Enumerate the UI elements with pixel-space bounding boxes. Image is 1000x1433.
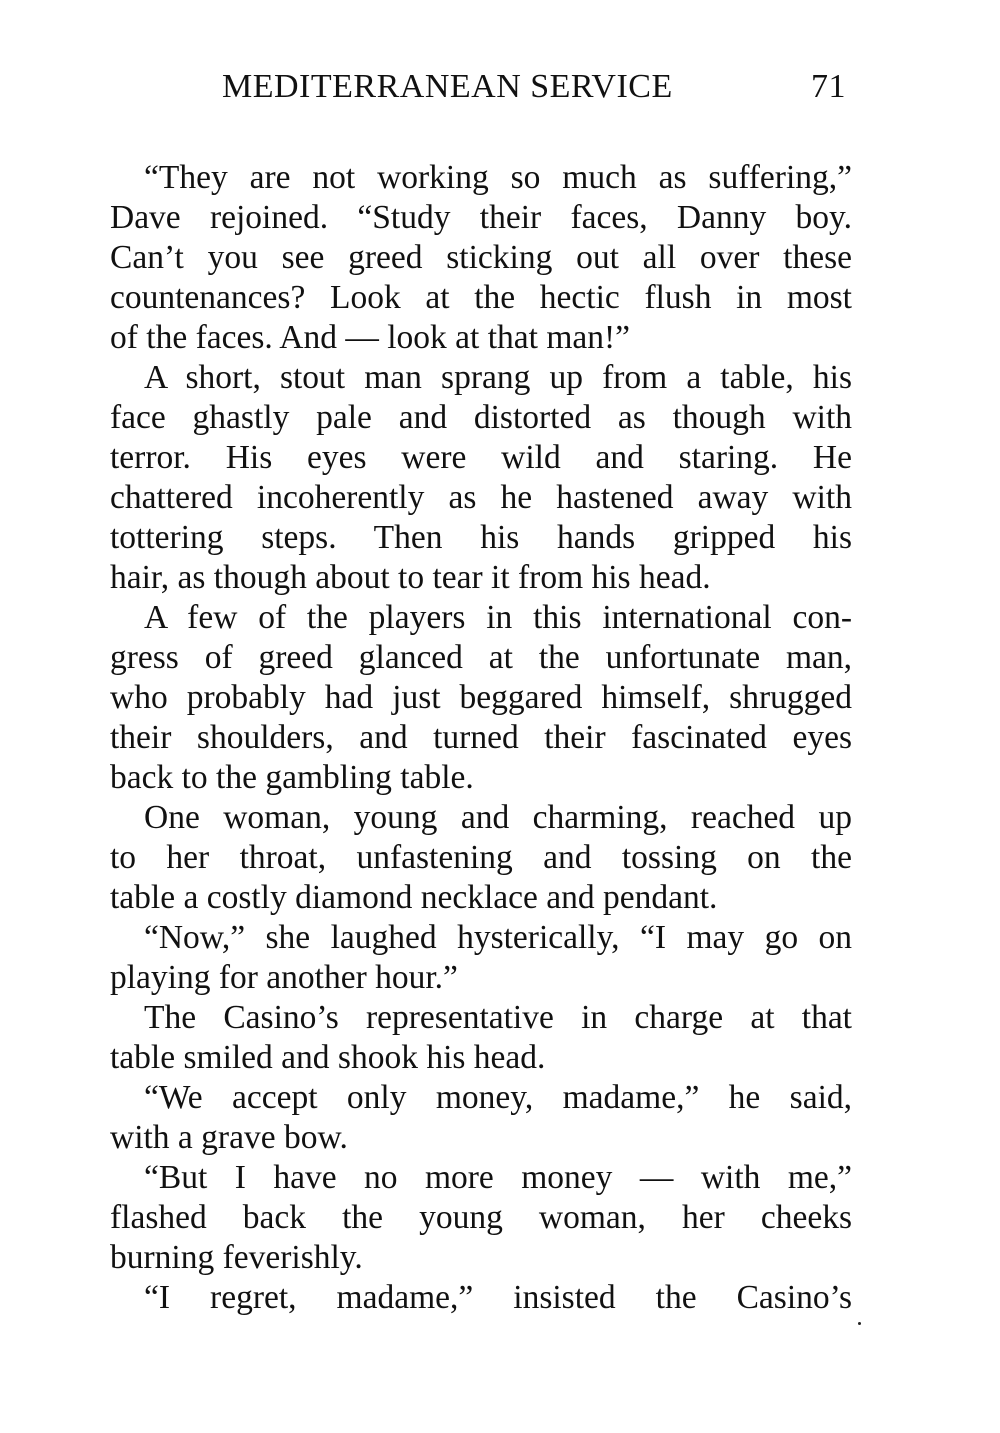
text-line: flashed back the young woman, her cheeks	[110, 1199, 852, 1236]
text-line: “I regret, madame,” insisted the Casino’s	[144, 1279, 852, 1316]
text-line: playing for another hour.”	[110, 959, 458, 996]
text-line: table a costly diamond necklace and pendant.	[110, 879, 718, 916]
text-line: One woman, young and charming, reached up	[144, 799, 852, 836]
text-line: table smiled and shook his head.	[110, 1039, 546, 1076]
page-header	[110, 68, 852, 114]
text-line: countenances? Look at the hectic flush in most	[110, 279, 852, 316]
book-page	[110, 68, 852, 1318]
text-line: tottering steps. Then his hands gripped his	[110, 519, 852, 556]
text-line: A few of the players in this international con-	[144, 599, 852, 636]
text-line: to her throat, unfastening and tossing on the	[110, 839, 852, 876]
text-line: with a grave bow.	[110, 1119, 348, 1156]
print-speck	[858, 1322, 861, 1325]
body-text	[110, 158, 852, 1318]
text-line: chattered incoherently as he hastened away with	[110, 479, 852, 516]
text-line: “We accept only money, madame,” he said,	[144, 1079, 852, 1116]
text-line: “They are not working so much as suffering,”	[144, 159, 852, 196]
text-line: terror. His eyes were wild and staring. He	[110, 439, 852, 476]
text-line: gress of greed glanced at the unfortunate man,	[110, 639, 852, 676]
text-line: The Casino’s representative in charge at that	[144, 999, 852, 1036]
page-number: 71	[811, 68, 846, 105]
text-line: “Now,” she laughed hysterically, “I may go on	[144, 919, 852, 956]
text-line: face ghastly pale and distorted as though with	[110, 399, 852, 436]
text-line: “But I have no more money — with me,”	[144, 1159, 852, 1196]
text-line: of the faces. And — look at that man!”	[110, 319, 631, 356]
running-head: MEDITERRANEAN SERVICE	[222, 68, 673, 105]
text-line: hair, as though about to tear it from his head.	[110, 559, 711, 596]
text-line: Dave rejoined. “Study their faces, Danny boy.	[110, 199, 852, 236]
text-line: A short, stout man sprang up from a table, his	[144, 359, 852, 396]
text-line: who probably had just beggared himself, shrugged	[110, 679, 852, 716]
text-line: their shoulders, and turned their fascinated eyes	[110, 719, 852, 756]
text-line: back to the gambling table.	[110, 759, 474, 796]
text-line: burning feverishly.	[110, 1239, 363, 1276]
text-line: Can’t you see greed sticking out all over these	[110, 239, 852, 276]
